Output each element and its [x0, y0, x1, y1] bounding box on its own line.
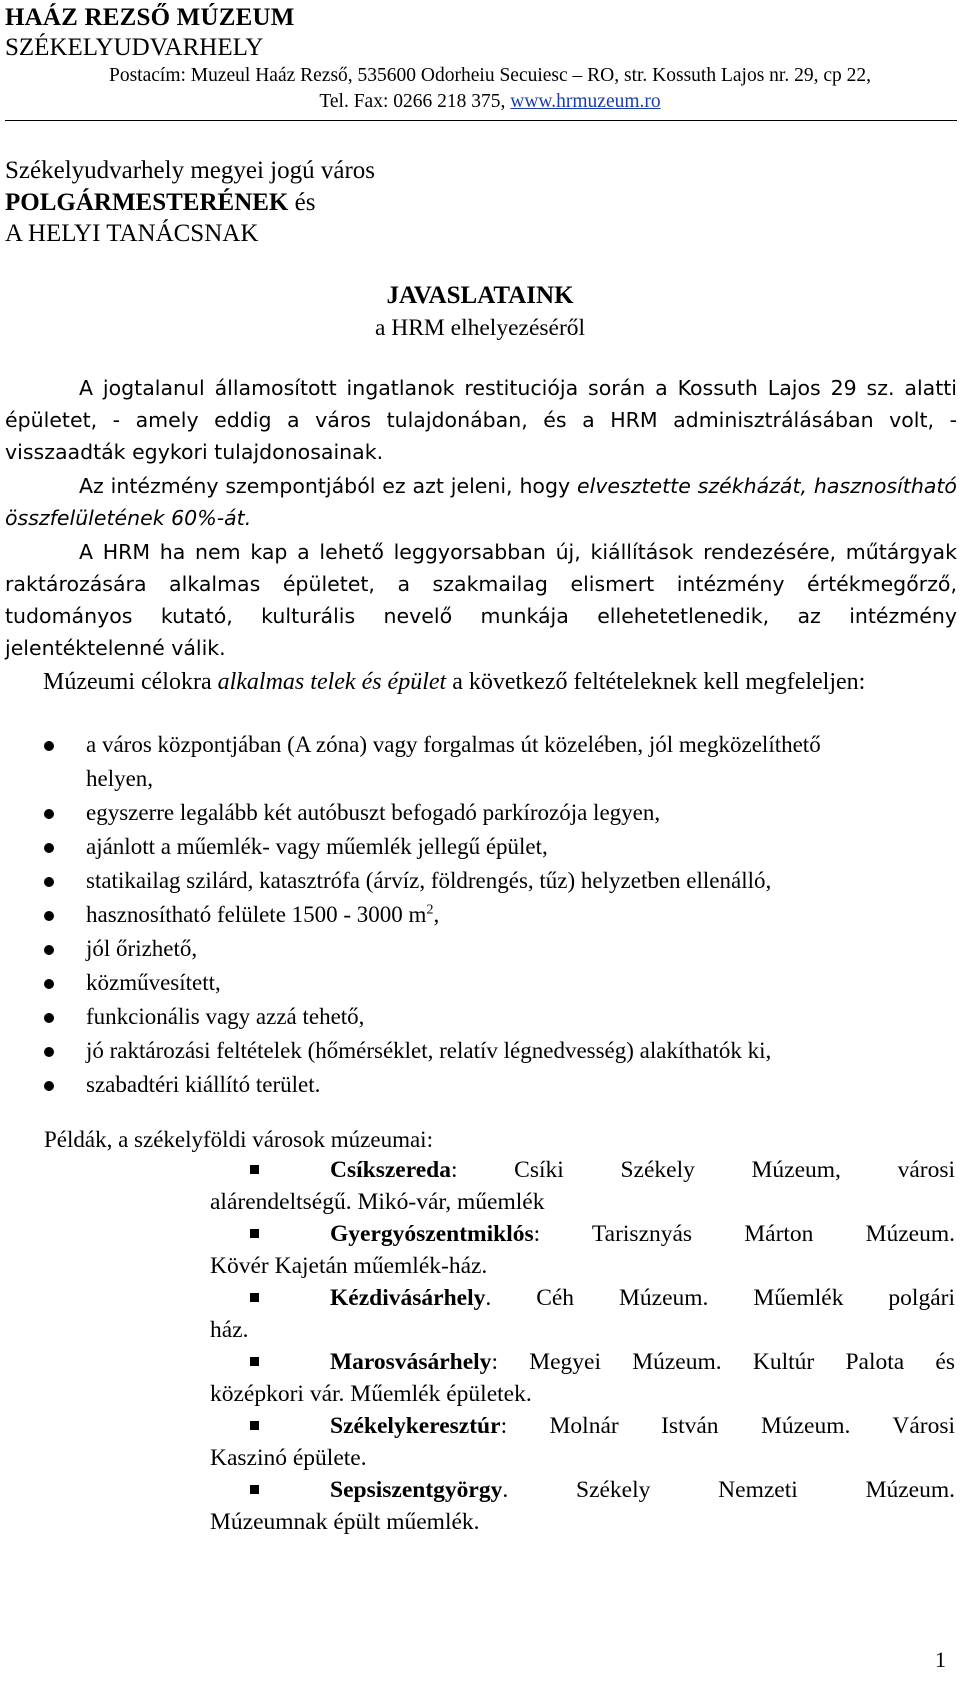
- list-item-text: közművesített,: [86, 970, 221, 995]
- example-item: [210, 1282, 955, 1346]
- requirements-intro-emphasis: alkalmas telek és épület: [217, 669, 447, 695]
- museum-address: [30, 63, 950, 115]
- list-item: [0, 1034, 866, 1068]
- addressee-and: és: [288, 189, 316, 216]
- museum-name: HAÁZ REZSŐ MÚZEUM: [5, 4, 295, 31]
- example-sep: .: [485, 1285, 492, 1311]
- example-sep: .: [502, 1477, 509, 1503]
- example-desc: Céh Múzeum. Műemlék polgári: [536, 1285, 955, 1311]
- list-item-text: szabadtéri kiállító terület.: [86, 1072, 321, 1097]
- bullet-icon: [44, 1047, 54, 1057]
- example-desc-cont: Kaszinó épülete.: [210, 1445, 367, 1471]
- example-city: Csíkszereda: [330, 1157, 451, 1183]
- bullet-icon: [44, 911, 54, 921]
- example-desc: Csíki Székely Múzeum, városi: [514, 1157, 955, 1183]
- example-item: [210, 1218, 955, 1282]
- list-item-tail: ,: [433, 902, 440, 927]
- example-desc-cont: Múzeumnak épült műemlék.: [210, 1509, 480, 1535]
- proposal-subtitle: a HRM elhelyezéséről: [374, 315, 586, 341]
- bullet-icon: [44, 1081, 54, 1091]
- list-item: [0, 728, 866, 796]
- example-desc: Tarisznyás Márton Múzeum.: [591, 1221, 955, 1247]
- example-city: Marosvásárhely: [330, 1349, 492, 1375]
- list-item: [0, 830, 866, 864]
- example-item: [210, 1154, 955, 1218]
- paragraph-consequence-text: A HRM ha nem kap a lehető leggyorsabban új, kiállítások rendezésére, műtárgyak raktározására alkalmas épületet, a szakmailag elismert intézmény értékmegőrző, tudományos kutató, kulturális nevelő munkája ellehetetlenedik, az intézmény jelentéktelenné válik.: [5, 540, 957, 660]
- example-desc-cont: alárendeltségű. Mikó-vár, műemlék: [210, 1189, 545, 1215]
- example-desc: Székely Nemzeti Múzeum.: [576, 1477, 955, 1503]
- bullet-icon: [44, 741, 54, 751]
- list-item: [0, 966, 866, 1000]
- example-item: [210, 1410, 955, 1474]
- list-item-text: statikailag szilárd, katasztrófa (árvíz, földrengés, tűz) helyzetben ellenálló,: [86, 868, 772, 893]
- example-sep: :: [533, 1221, 541, 1247]
- example-desc: Megyei Múzeum. Kultúr Palota és: [529, 1349, 955, 1375]
- list-item-text: hasznosítható felülete 1500 - 3000 m: [86, 902, 427, 927]
- list-item-text: funkcionális vagy azzá tehető,: [86, 1004, 365, 1029]
- examples-heading: Példák, a székelyföldi városok múzeumai:: [44, 1127, 433, 1152]
- example-sep: :: [500, 1413, 508, 1439]
- list-item-text: egyszerre legalább két autóbuszt befogadó parkírozója legyen,: [86, 800, 661, 825]
- list-item-text: jól őrizhető,: [86, 936, 198, 961]
- list-item: [0, 1000, 866, 1034]
- website-link[interactable]: www.hrmuzeum.ro: [510, 91, 661, 112]
- paragraph-loss-emphasis: elvesztette székházát, hasznosítható összfelületének 60%-át.: [5, 474, 957, 530]
- address-line-1: Postacím: Muzeul Haáz Rezső, 535600 Odorheiu Secuiesc – RO, str. Kossuth Lajos nr. 29, cp 22,: [108, 65, 871, 86]
- address-line-2: Tel. Fax: 0266 218 375,: [319, 91, 511, 112]
- example-item: [210, 1346, 955, 1410]
- bullet-icon: [44, 945, 54, 955]
- addressee-line-2: [5, 188, 315, 218]
- paragraph-consequence: [5, 536, 957, 664]
- list-item: [0, 1068, 866, 1102]
- example-city: Sepsiszentgyörgy: [330, 1477, 503, 1503]
- addressee-mayor: POLGÁRMESTERÉNEK: [5, 189, 289, 216]
- list-item: [0, 864, 866, 898]
- requirements-list: [0, 728, 960, 1102]
- bullet-icon: [44, 809, 54, 819]
- addressee-line-3: A HELYI TANÁCSNAK: [5, 220, 259, 247]
- example-desc-cont: középkori vár. Műemlék épületek.: [210, 1381, 532, 1407]
- example-city: Székelykeresztúr: [330, 1413, 501, 1439]
- list-item: [0, 796, 866, 830]
- superscript: 2: [426, 902, 434, 918]
- paragraph-restitution: [5, 372, 957, 468]
- bullet-icon: [44, 877, 54, 887]
- example-desc: Molnár István Múzeum. Városi: [549, 1413, 956, 1439]
- example-city: Kézdivásárhely: [330, 1285, 486, 1311]
- example-city: Gyergyószentmiklós: [330, 1221, 534, 1247]
- addressee-line-1: Székelyudvarhely megyei jogú város: [5, 157, 376, 184]
- page-number: 1: [935, 1647, 946, 1672]
- example-sep: :: [491, 1349, 498, 1375]
- list-item-text: a város központjában (A zóna) vagy forgalmas út közelében, jól megközelíthető helyen,: [86, 732, 821, 791]
- bullet-icon: [44, 1013, 54, 1023]
- header-divider: [5, 120, 957, 121]
- list-item-text: ajánlott a műemlék- vagy műemlék jellegű épület,: [86, 834, 548, 859]
- requirements-intro-tail: a következő feltételeknek kell megfeleljen:: [446, 669, 866, 695]
- requirements-intro-text: Múzeumi célokra: [43, 669, 218, 695]
- example-desc-cont: ház.: [210, 1317, 249, 1343]
- proposal-title: JAVASLATAINK: [386, 282, 574, 309]
- example-sep: :: [450, 1157, 458, 1183]
- bullet-icon: [44, 843, 54, 853]
- list-item-text: jó raktározási feltételek (hőmérséklet, relatív légnedvesség) alakíthatók ki,: [86, 1038, 772, 1063]
- paragraph-loss-text: Az intézmény szempontjából ez azt jeleni, hogy: [79, 474, 577, 498]
- example-desc-cont: Kövér Kajetán műemlék-ház.: [210, 1253, 488, 1279]
- list-item: [0, 932, 866, 966]
- paragraph-loss: [5, 470, 957, 534]
- paragraph-requirements-intro: [5, 665, 957, 699]
- bullet-icon: [44, 979, 54, 989]
- example-item: [210, 1474, 955, 1538]
- paragraph-restitution-text: A jogtalanul államosított ingatlanok restituciója során a Kossuth Lajos 29 sz. alatti épületet, - amely eddig a város tulajdonában, és a HRM adminisztrálásában volt, - visszaadták egykori tulajdonosainak.: [5, 376, 957, 464]
- list-item: [0, 898, 866, 932]
- museum-city: SZÉKELYUDVARHELY: [5, 34, 264, 61]
